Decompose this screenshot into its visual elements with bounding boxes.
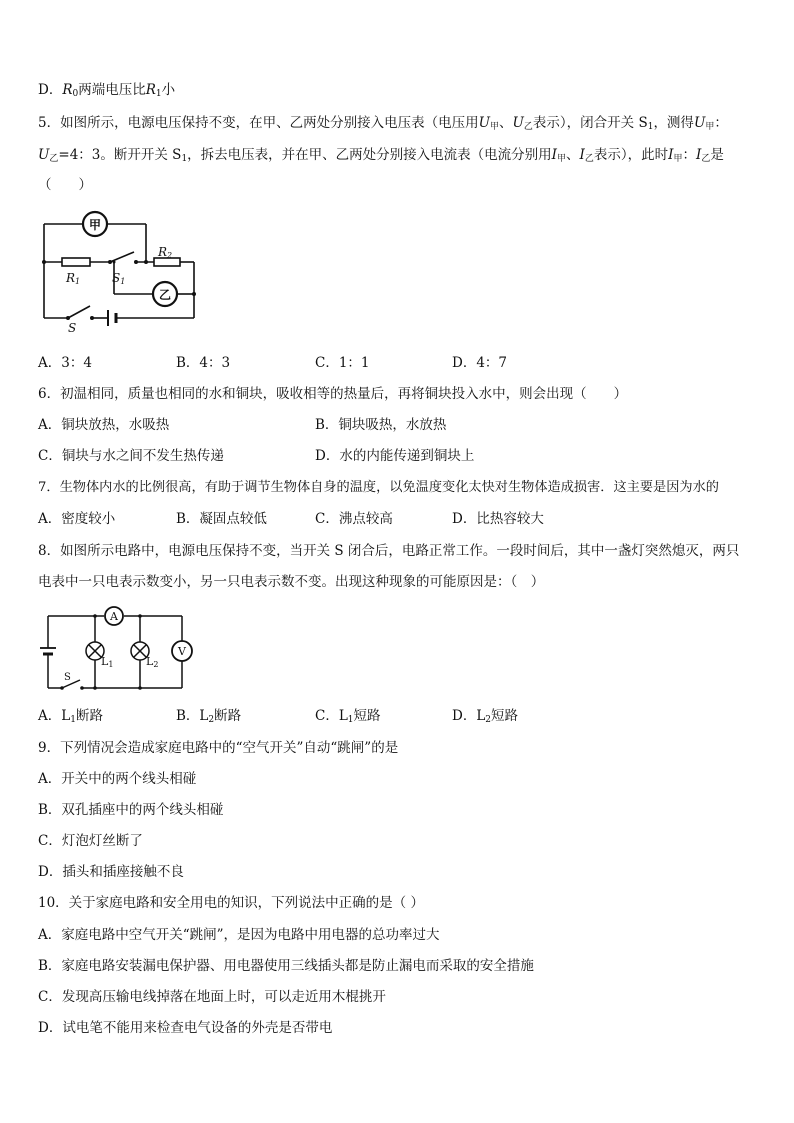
- q5-circuit-diagram: [38, 210, 208, 335]
- r1-label: [65, 271, 80, 286]
- var-u: U: [512, 115, 524, 131]
- option-text: 短路: [353, 708, 381, 724]
- q5-option-a[interactable]: A．3：4: [38, 355, 92, 371]
- meter-yi-label: 乙: [159, 288, 172, 302]
- var-u: U: [693, 115, 706, 131]
- ammeter-label: A: [110, 610, 118, 623]
- q10-option-b[interactable]: B．家庭电路安装漏电保护器、用电器使用三线插头都是防止漏电而采取的安全措施: [38, 958, 534, 974]
- text: 5．如图所示，电源电压保持不变，在甲、乙两处分别接入电压表（电压用: [38, 115, 479, 131]
- subscript: 1: [70, 715, 76, 725]
- q5-stem-line-2: [38, 145, 724, 169]
- q6-stem: 6．初温相同，质量也相同的水和铜块，吸收相等的热量后，再将铜块投入水中，则会出现（ ）: [38, 386, 628, 402]
- option-label: D．: [38, 82, 63, 98]
- q8-option-c[interactable]: [315, 706, 381, 730]
- q5-stem-line-1: [38, 113, 728, 137]
- text: 是: [710, 147, 724, 163]
- s1-letter: S: [112, 271, 121, 285]
- option-text: 小: [161, 82, 176, 98]
- text: ，测得: [653, 115, 694, 131]
- r1-letter: R: [66, 271, 76, 285]
- var-i: I: [668, 147, 674, 163]
- subscript: 1: [155, 89, 162, 99]
- option-text: B．L: [176, 708, 209, 724]
- text: 、: [499, 115, 513, 131]
- q9-option-c[interactable]: C．灯泡灯丝断了: [38, 833, 143, 849]
- q10-option-c[interactable]: C．发现高压输电线掉落在地面上时，可以走近用木棍挑开: [38, 989, 386, 1005]
- option-text: 断路: [214, 708, 242, 724]
- q8-option-d[interactable]: [452, 706, 518, 730]
- q8-stem-line-1: 8．如图所示电路中，电源电压保持不变，当开关 S 闭合后，电路正常工作。一段时间后，其中一盏灯突然熄灭，两只: [38, 543, 740, 559]
- option-text: A．L: [38, 708, 71, 724]
- l2-letter: L: [146, 655, 154, 668]
- switch-s-label: S: [64, 672, 71, 683]
- q5-stem-line-3: （ ）: [38, 177, 92, 193]
- s1-label: [112, 271, 125, 286]
- q7-stem: 7．生物体内水的比例很高，有助于调节生物体自身的温度，以免温度变化太快对生物体造成损害．这主要是因为水的: [38, 480, 719, 495]
- var-i: I: [696, 147, 702, 163]
- q6-option-a[interactable]: A．铜块放热，水吸热: [38, 417, 170, 433]
- l2-label: [146, 655, 158, 669]
- text: ，拆去电压表，并在甲、乙两处分别接入电流表（电流分别用: [187, 147, 552, 163]
- subscript: 乙: [701, 154, 711, 164]
- voltmeter-label: V: [178, 645, 186, 658]
- q6-option-c[interactable]: C．铜块与水之间不发生热传递: [38, 448, 224, 464]
- meter-jia-label: 甲: [89, 218, 102, 232]
- subscript: 甲: [489, 122, 499, 132]
- subscript: 甲: [705, 122, 715, 132]
- subscript: 1: [647, 122, 654, 132]
- subscript: 甲: [557, 154, 567, 164]
- q10-option-a[interactable]: A．家庭电路中空气开关“跳闸”，是因为电路中用电器的总功率过大: [38, 927, 440, 943]
- r2-sub: 2: [167, 251, 173, 260]
- q9-stem: 9．下列情况会造成家庭电路中的“空气开关”自动“跳闸”的是: [38, 740, 399, 756]
- q8-stem-line-2: 电表中一只电表示数变小，另一只电表示数不变。出现这种现象的可能原因是：（ ）: [38, 574, 545, 590]
- q5-option-d[interactable]: D．4：7: [452, 355, 508, 371]
- subscript: 2: [208, 715, 215, 725]
- q9-option-d[interactable]: D．插头和插座接触不良: [38, 864, 184, 880]
- q8-circuit-diagram: [38, 602, 198, 694]
- q9-option-a[interactable]: A．开关中的两个线头相碰: [38, 771, 197, 787]
- option-text: 两端电压比: [78, 82, 146, 98]
- q7-option-d[interactable]: D．比热容较大: [452, 511, 544, 527]
- subscript: 乙: [523, 122, 533, 132]
- q8-option-b[interactable]: [176, 706, 241, 730]
- s-label: S: [68, 321, 77, 335]
- r1-sub: 1: [75, 277, 81, 286]
- subscript: 1: [181, 154, 188, 164]
- r2-letter: R: [158, 245, 168, 259]
- q5-option-c[interactable]: C．1：1: [315, 355, 370, 371]
- s1-sub: 1: [120, 277, 126, 286]
- q6-option-d[interactable]: D．水的内能传递到铜块上: [315, 448, 475, 464]
- text: 、: [566, 147, 580, 163]
- var-u: U: [478, 115, 490, 131]
- var-r: R: [62, 82, 73, 98]
- text: ：: [682, 147, 696, 163]
- q7-option-c[interactable]: C．沸点较高: [315, 511, 393, 527]
- l2-sub: 2: [153, 660, 159, 669]
- var-i: I: [551, 147, 558, 163]
- text: 表示），闭合开关 S: [532, 115, 648, 131]
- q10-option-d[interactable]: D．试电笔不能用来检查电气设备的外壳是否带电: [38, 1020, 333, 1036]
- option-text: 短路: [491, 708, 519, 724]
- q4-option-d: [38, 80, 175, 104]
- subscript: 甲: [673, 154, 683, 164]
- l1-sub: 1: [108, 660, 114, 669]
- q10-stem: 10．关于家庭电路和安全用电的知识，下列说法中正确的是（ ）: [38, 895, 424, 911]
- q5-option-b[interactable]: B．4：3: [176, 355, 231, 371]
- subscript: 乙: [49, 154, 59, 164]
- q6-option-b[interactable]: B．铜块吸热，水放热: [315, 417, 447, 433]
- r2-label: [157, 245, 172, 260]
- text: ：: [714, 115, 728, 131]
- q7-option-a[interactable]: A．密度较小: [38, 511, 116, 527]
- l1-label: [101, 655, 113, 669]
- var-i: I: [579, 147, 585, 163]
- var-u: U: [38, 147, 50, 163]
- option-text: 断路: [75, 708, 103, 724]
- q8-option-a[interactable]: [38, 706, 103, 730]
- text: =4：3。断开开关 S: [58, 147, 182, 163]
- subscript: 乙: [584, 154, 594, 164]
- option-text: C．L: [315, 708, 348, 724]
- q7-option-b[interactable]: B．凝固点较低: [176, 511, 267, 527]
- q9-option-b[interactable]: B．双孔插座中的两个线头相碰: [38, 802, 224, 818]
- l1-letter: L: [101, 655, 109, 668]
- var-r: R: [145, 82, 156, 98]
- subscript: 1: [347, 715, 354, 725]
- text: 表示），此时: [593, 147, 669, 163]
- option-text: D．L: [452, 708, 486, 724]
- subscript: 0: [72, 89, 79, 99]
- subscript: 2: [485, 715, 492, 725]
